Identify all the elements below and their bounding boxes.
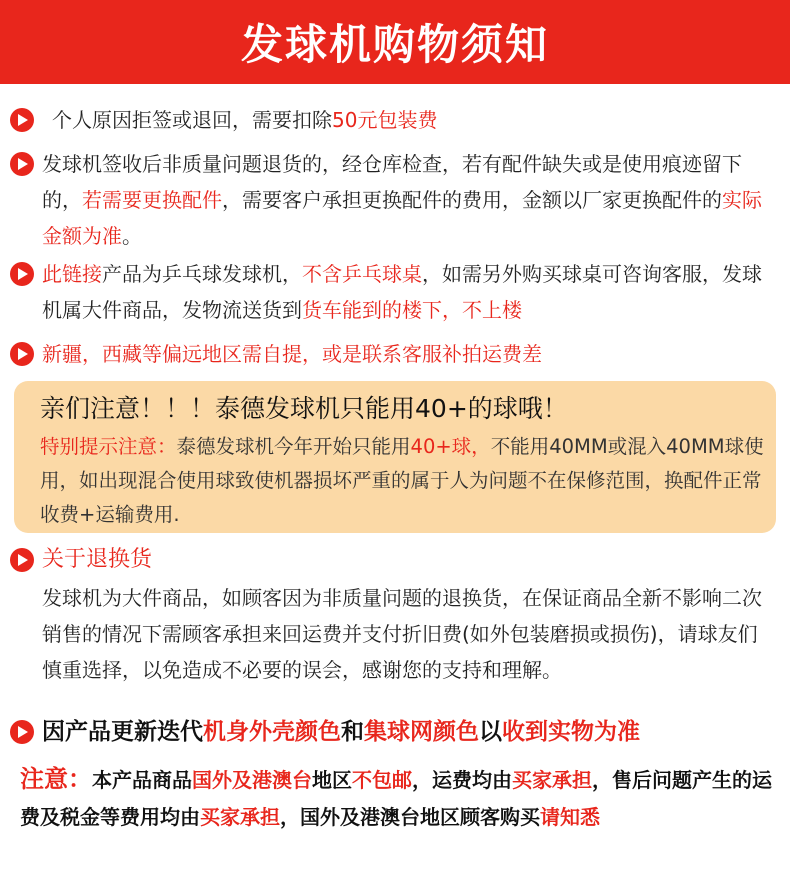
- notice-item-3: [42, 256, 776, 328]
- item-3-text-2: ，如需另外购买球桌可咨询客服，发球机属大件商品，发物流送货到: [42, 262, 762, 322]
- play-circle-icon: [10, 342, 34, 366]
- update-text-1: 因产品更新迭代: [42, 718, 203, 745]
- item-1-text: 个人原因拒签或退回，需要扣除: [52, 108, 332, 132]
- final-region: 国外及港澳台: [192, 768, 312, 792]
- item-3-link-label: 此链接: [42, 262, 102, 286]
- item-1-fee: 50元包装费: [332, 108, 438, 132]
- page-title: 发球机购物须知: [240, 20, 549, 69]
- play-circle-icon: [10, 262, 34, 286]
- item-2-highlight-2: 实际金额为准: [42, 188, 762, 248]
- special-notice-label: 特别提示注意：: [40, 435, 177, 458]
- final-buyer-pays: 买家承担: [512, 768, 592, 792]
- final-label: 注意：: [20, 764, 92, 793]
- special-notice-text-2: 不能用40MM或混入40MM球使用，如出现混合使用球致使机器损坏严重的属于人为问题不在保修范围，换配件正常收费+运输费用.: [40, 435, 764, 526]
- header-banner: [0, 0, 790, 84]
- notice-item-4: 新疆，西藏等偏远地区需自提，或是联系客服补拍运费差: [42, 342, 542, 366]
- final-text-1: 本产品商品: [92, 768, 192, 792]
- item-3-delivery: 货车能到的楼下，不上楼: [302, 298, 522, 322]
- special-notice-text: 泰德发球机今年开始只能用: [176, 435, 411, 458]
- update-actual: 收到实物为准: [502, 718, 640, 745]
- final-notice: [20, 760, 780, 836]
- item-3-text: 产品为乒乓球发球机，: [102, 262, 302, 286]
- returns-heading: 关于退换货: [42, 547, 153, 572]
- notice-item-1: [52, 102, 776, 138]
- update-shell-color: 机身外壳颜色: [203, 718, 341, 745]
- play-circle-icon: [10, 548, 34, 572]
- special-notice-title: 亲们注意！！！泰德发球机只能用40+的球哦！: [40, 394, 568, 423]
- update-net-color: 集球网颜色: [364, 718, 479, 745]
- item-3-no-table: 不含乒乓球桌: [302, 262, 422, 286]
- item-2-text-2: ，需要客户承担更换配件的费用，金额以厂家更换配件的: [222, 188, 722, 212]
- final-text-5: ，国外及港澳台地区顾客购买: [280, 805, 540, 829]
- play-circle-icon: [10, 720, 34, 744]
- item-2-text: 发球机签收后非质量问题退货的，经仓库检查，若有配件缺失或是使用痕迹留下的，: [42, 152, 742, 212]
- play-circle-icon: [10, 152, 34, 176]
- returns-body: 发球机为大件商品，如顾客因为非质量问题的退换货，在保证商品全新不影响二次销售的情况下需顾客承担来回运费并支付折旧费(如外包装磨损或损伤)，请球友们慎重选择，以免造成不必要的误会，感谢您的支持和理解。: [42, 586, 762, 682]
- final-text-2: 地区: [312, 768, 352, 792]
- special-notice-ball: 40+球，: [410, 435, 491, 458]
- special-notice-body: [40, 430, 770, 532]
- item-2-highlight-1: 若需要更换配件: [82, 188, 222, 212]
- update-notice: [42, 714, 640, 750]
- play-circle-icon: [10, 108, 34, 132]
- item-2-end: 。: [122, 224, 142, 248]
- final-text-4: ，售后问题产生的运费及税金等费用均由: [20, 768, 772, 829]
- update-text-2: 和: [341, 718, 364, 745]
- final-please-note: 请知悉: [540, 805, 600, 829]
- final-text-3: ，运费均由: [412, 768, 512, 792]
- notice-item-2: [42, 146, 776, 254]
- final-buyer-pays-2: 买家承担: [200, 805, 280, 829]
- update-text-3: 以: [479, 718, 502, 745]
- final-no-free-ship: 不包邮: [352, 768, 412, 792]
